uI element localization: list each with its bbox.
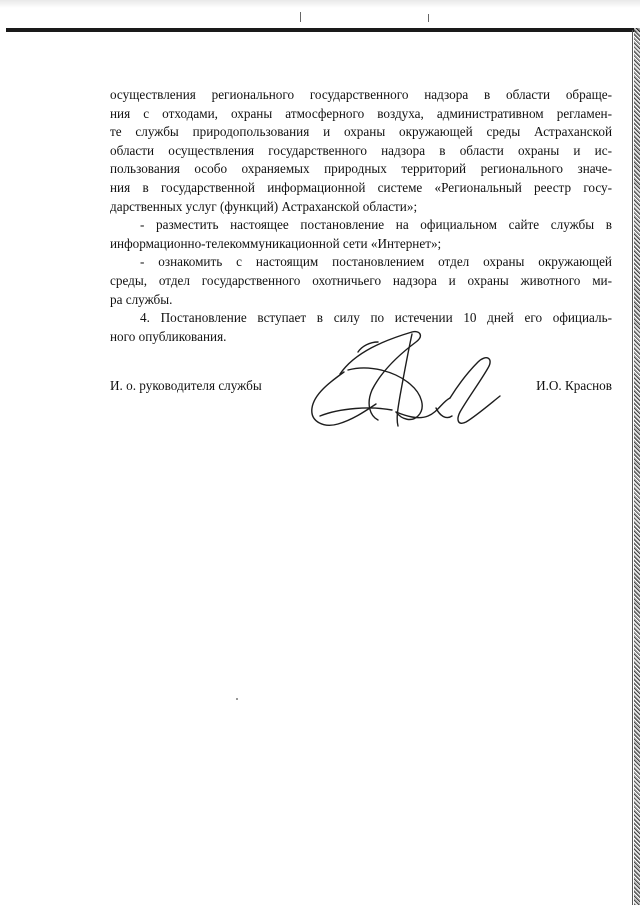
scan-speck xyxy=(236,698,238,700)
document-body xyxy=(110,86,612,346)
text-line: осуществления регионального государственного надзора в области обраще- xyxy=(110,87,612,102)
signer-position-title: И. о. руководителя службы xyxy=(110,378,262,393)
text-line: ра службы. xyxy=(110,291,173,307)
text-line: - ознакомить с настоящим постановлением отдел охраны окружающей xyxy=(140,254,612,270)
text-line: 4. Постановление вступает в силу по истечении 10 дней его официаль- xyxy=(140,310,612,326)
scan-top-shading xyxy=(0,0,640,8)
text-line: те службы природопользования и охраны окружающей среды Астраханской xyxy=(110,124,612,140)
text-line: - разместить настоящее постановление на официальном сайте службы в xyxy=(140,217,612,233)
text-line: пользования особо охраняемых природных территорий регионального значе- xyxy=(110,161,612,177)
text-line: ния с отходами, охраны атмосферного воздуха, административном регламен- xyxy=(110,105,612,121)
paragraph-familiarize-departments xyxy=(110,253,612,309)
paragraph-publish-on-website xyxy=(110,216,612,253)
handwritten-signature xyxy=(300,312,520,442)
signer-name: И.О. Краснов xyxy=(536,378,612,393)
text-line: среды, отдел государственного охотничьего надзора и охраны животного ми- xyxy=(110,272,612,288)
text-line: информационно-телекоммуникационной сети «Интернет»; xyxy=(110,235,442,251)
scan-artifact-mark xyxy=(300,12,301,22)
signature-block xyxy=(110,378,612,398)
scan-artifact-mark xyxy=(428,14,429,22)
text-line: дарственных услуг (функций) Астраханской области»; xyxy=(110,198,418,214)
text-line: области осуществления государственного надзора в области охраны и ис- xyxy=(110,142,612,158)
scan-frame-top-edge xyxy=(6,28,640,32)
text-line: ного опубликования. xyxy=(110,328,227,344)
paragraph-regulation-continuation xyxy=(110,86,612,216)
scan-frame-right-line xyxy=(632,30,633,905)
text-line: ния в государственной информационной системе «Региональный реестр госу- xyxy=(110,179,612,195)
scan-frame-right-edge xyxy=(634,28,640,905)
